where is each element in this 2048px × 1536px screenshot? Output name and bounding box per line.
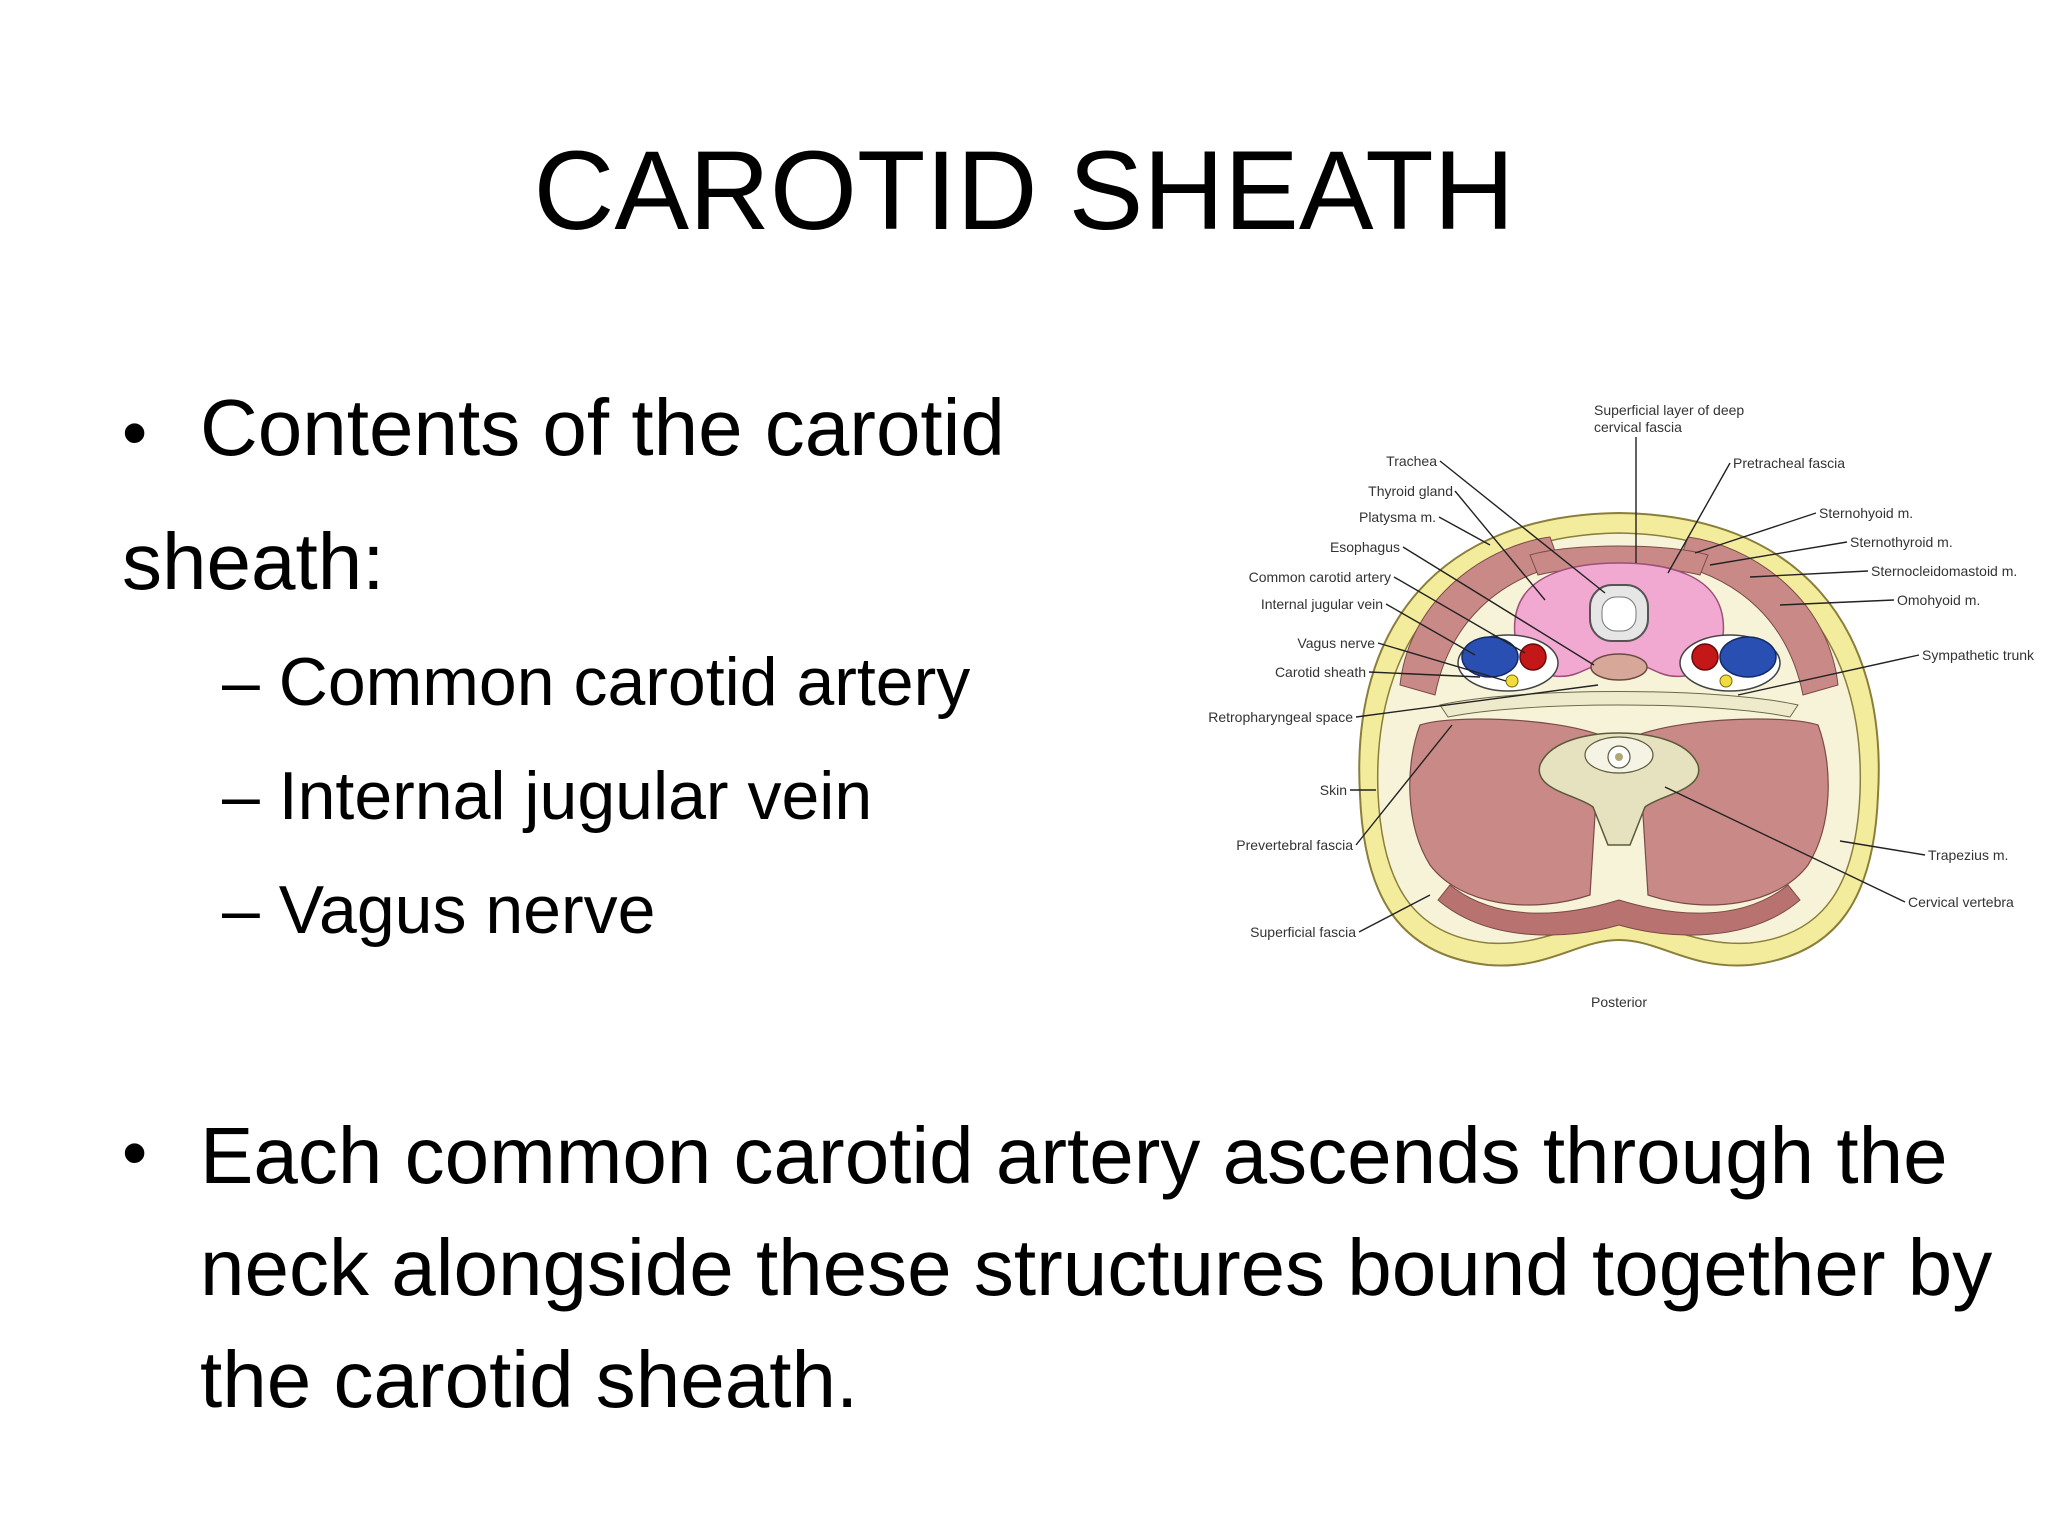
label-superficial-layer-deep-fascia-line1: Superficial layer of deep: [1594, 402, 1745, 418]
slide-title: CAROTID SHEATH: [533, 128, 1515, 253]
sub-item-internal-jugular-vein: – Internal jugular vein: [222, 758, 873, 834]
label-trapezius: Trapezius m.: [1928, 847, 2009, 863]
label-pretracheal-fascia: Pretracheal fascia: [1733, 455, 1846, 471]
label-omohyoid: Omohyoid m.: [1897, 592, 1981, 608]
label-vagus-nerve: Vagus nerve: [1297, 635, 1375, 651]
bullet-contents-line2: sheath:: [122, 517, 385, 606]
bullet-marker: •: [122, 1113, 148, 1193]
label-common-carotid-artery: Common carotid artery: [1248, 569, 1391, 585]
label-posterior: Posterior: [1590, 994, 1648, 1010]
label-sternocleidomastoid: Sternocleidomastoid m.: [1871, 563, 2018, 579]
label-cervical-vertebra: Cervical vertebra: [1908, 894, 2014, 910]
common-carotid-artery-left: [1520, 644, 1546, 670]
label-internal-jugular-vein: Internal jugular vein: [1260, 596, 1383, 612]
label-superficial-layer-deep-fascia-line2: cervical fascia: [1594, 419, 1682, 435]
label-trachea: Trachea: [1386, 453, 1437, 469]
sub-item-vagus-nerve: – Vagus nerve: [222, 872, 656, 948]
common-carotid-artery-right: [1692, 644, 1718, 670]
label-skin: Skin: [1319, 782, 1347, 798]
trachea-lumen: [1602, 597, 1636, 631]
label-platysma: Platysma m.: [1358, 509, 1436, 525]
internal-jugular-vein-right: [1720, 637, 1776, 677]
label-prevertebral-fascia: Prevertebral fascia: [1236, 837, 1353, 853]
label-esophagus: Esophagus: [1329, 539, 1400, 555]
label-sternohyoid: Sternohyoid m.: [1819, 505, 1914, 521]
label-superficial-fascia: Superficial fascia: [1250, 924, 1356, 940]
bullet-contents-line1: Contents of the carotid: [200, 383, 1005, 472]
vagus-nerve-right: [1720, 675, 1732, 687]
bullet-marker: •: [122, 393, 148, 473]
sub-item-common-carotid-artery: – Common carotid artery: [222, 644, 971, 720]
label-sternothyroid: Sternothyroid m.: [1850, 534, 1953, 550]
label-carotid-sheath: Carotid sheath: [1274, 664, 1366, 680]
spinal-canal-center: [1615, 753, 1623, 761]
esophagus: [1591, 654, 1647, 680]
label-retropharyngeal-space: Retropharyngeal space: [1208, 709, 1353, 725]
label-sympathetic-trunk: Sympathetic trunk: [1922, 647, 2035, 663]
vagus-nerve-left: [1506, 675, 1518, 687]
label-thyroid-gland: Thyroid gland: [1368, 483, 1453, 499]
bullet-each-common-carotid: Each common carotid artery ascends through the neck alongside these structures bound together by the carotid sheath.: [200, 1111, 1993, 1424]
neck-cross-section-diagram: [1190, 395, 2048, 1025]
